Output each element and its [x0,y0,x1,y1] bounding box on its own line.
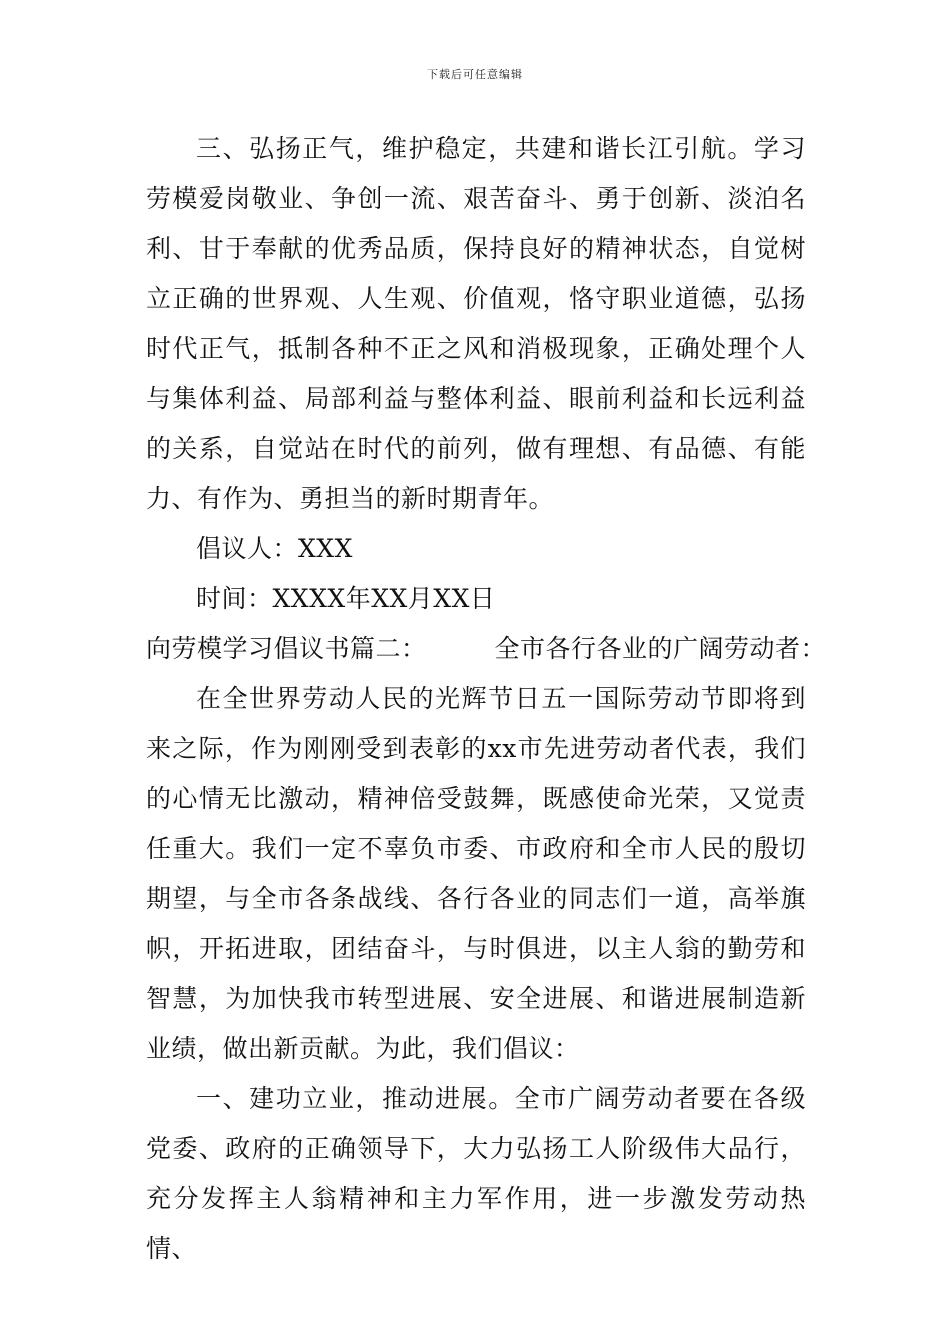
document-body [146,124,827,1274]
page-header-note: 下载后可任意编辑 [427,68,523,81]
paragraph-three: 三、弘扬正气，维护稳定，共建和谐长江引航。学习劳模爱岗敬业、争创一流、艰苦奋斗、勇于创新、淡泊名利、甘于奉献的优秀品质，保持良好的精神状态，自觉树立正确的世界观、人生观、价值观，恪守职业道德，弘扬时代正气，抵制各种不正之风和消极现象，正确处理个人与集体利益、局部利益与整体利益、眼前利益和长远利益的关系，自觉站在时代的前列，做有理想、有品德、有能力、有作为、勇担当的新时期青年。 [146,134,806,513]
paragraph-one: 一、建功立业，推动进展。全市广阔劳动者要在各级党委、政府的正确领导下，大力弘扬工人阶级伟大品行，充分发挥主人翁精神和主力军作用，进一步激发劳动热情、 [146,1084,806,1263]
section-title: 向劳模学习倡议书篇二： [146,634,427,663]
section-heading [146,624,827,674]
salutation: 全市各行各业的广阔劳动者： [494,634,827,663]
proposer-line: 倡议人：XXX [196,534,353,563]
paragraph-intro: 在全世界劳动人民的光辉节日五一国际劳动节即将到来之际，作为刚刚受到表彰的xx市先进劳动者代表，我们的心情无比激动，精神倍受鼓舞，既感使命光荣，又觉责任重大。我们一定不辜负市委、市政府和全市人民的殷切期望，与全市各条战线、各行各业的同志们一道，高举旗帜，开拓进取，团结奋斗，与时俱进，以主人翁的勤劳和智慧，为加快我市转型进展、安全进展、和谐进展制造新业绩，做出新贡献。为此，我们倡议： [146,684,806,1063]
date-line: 时间：XXXX年XX月XX日 [196,584,496,613]
